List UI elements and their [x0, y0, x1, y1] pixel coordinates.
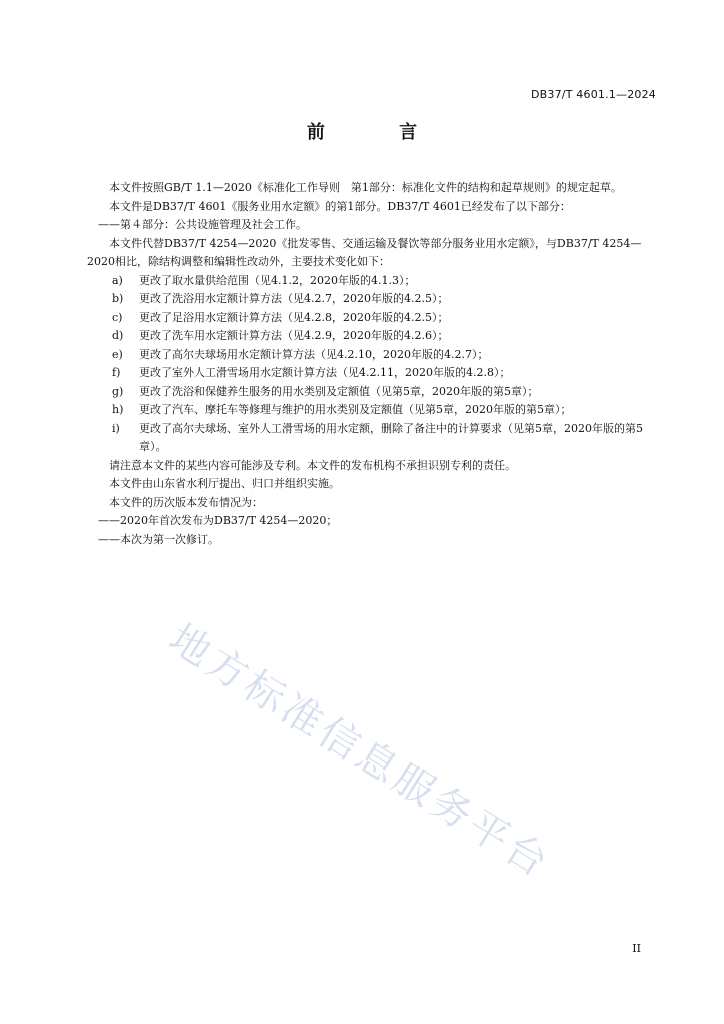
list-item — [87, 420, 658, 457]
list-item — [87, 364, 658, 383]
list-item-text: 更改了洗车用水定额计算方法（见4.2.9，2020年版的4.2.6）； — [139, 329, 449, 342]
list-marker: b) — [112, 292, 124, 305]
paragraph-patent-notice: 请注意本文件的某些内容可能涉及专利。本文件的发布机构不承担识别专利的责任。 — [109, 458, 516, 472]
list-item — [87, 309, 658, 328]
paragraph-replacement: 本文件代替DB37/T 4254—2020《批发零售、交通运输及餐饮等部分服务业用水定额》，与DB37/T 4254—2020相比，除结构调整和编辑性改动外，主要技术变化如下： — [87, 236, 642, 268]
watermark: 地方标准信息服务平台 — [160, 615, 559, 888]
list-item — [87, 290, 658, 309]
paragraph-drafting-rules: 本文件按照GB/T 1.1—2020《标准化工作导则 第1部分：标准化文件的结构和起草规则》的规定起草。 — [109, 181, 622, 194]
history-item-first-release: ——2020年首次发布为DB37/T 4254—2020； — [98, 514, 338, 527]
list-marker: c) — [112, 310, 123, 324]
document-number: DB37/T 4601.1—2024 — [530, 88, 656, 101]
list-item-text: 更改了室外人工滑雪场用水定额计算方法（见4.2.11，2020年版的4.2.8）； — [139, 366, 511, 379]
list-marker: d) — [112, 329, 124, 342]
list-marker: h) — [112, 403, 124, 416]
list-item — [87, 327, 658, 346]
list-item-text: 更改了取水量供给范围（见4.1.2，2020年版的4.1.3）； — [139, 273, 416, 287]
history-item-revision: ——本次为第一次修订。 — [98, 532, 219, 546]
list-item — [87, 272, 658, 291]
list-item — [87, 346, 658, 365]
list-marker: a) — [112, 273, 123, 287]
list-item — [87, 383, 658, 402]
list-item-text: 更改了洗浴和保健养生服务的用水类别及定额值（见第5章，2020年版的第5章）； — [139, 384, 539, 398]
paragraph-history-intro: 本文件的历次版本发布情况为： — [109, 495, 263, 509]
page-number: II — [632, 942, 641, 955]
list-marker: e) — [112, 347, 123, 361]
list-marker: g) — [112, 384, 124, 398]
list-item-text: 更改了足浴用水定额计算方法（见4.2.8，2020年版的4.2.5）； — [139, 310, 449, 324]
change-list — [87, 272, 658, 457]
page-title: 前 言 — [306, 122, 452, 143]
paragraph-part-list-item: ——第４部分：公共设施管理及社会工作。 — [98, 218, 307, 231]
document-body — [87, 179, 658, 549]
list-item-text: 更改了高尔夫球场、室外人工滑雪场的用水定额，删除了备注中的计算要求（见第5章，2020年版的第5章）。 — [139, 421, 643, 453]
list-item — [87, 401, 658, 420]
list-marker: f) — [112, 366, 121, 379]
paragraph-proposer: 本文件由山东省水利厅提出、归口并组织实施。 — [109, 477, 340, 490]
list-item-text: 更改了高尔夫球场用水定额计算方法（见4.2.10，2020年版的4.2.7）； — [139, 347, 489, 361]
paragraph-series-part: 本文件是DB37/T 4601《服务业用水定额》的第1部分。DB37/T 4601已经发布了以下部分： — [109, 199, 571, 213]
list-item-text: 更改了汽车、摩托车等修理与维护的用水类别及定额值（见第5章，2020年版的第5章）； — [139, 403, 572, 416]
list-marker: i) — [112, 421, 120, 435]
list-item-text: 更改了洗浴用水定额计算方法（见4.2.7，2020年版的4.2.5）； — [139, 292, 449, 305]
